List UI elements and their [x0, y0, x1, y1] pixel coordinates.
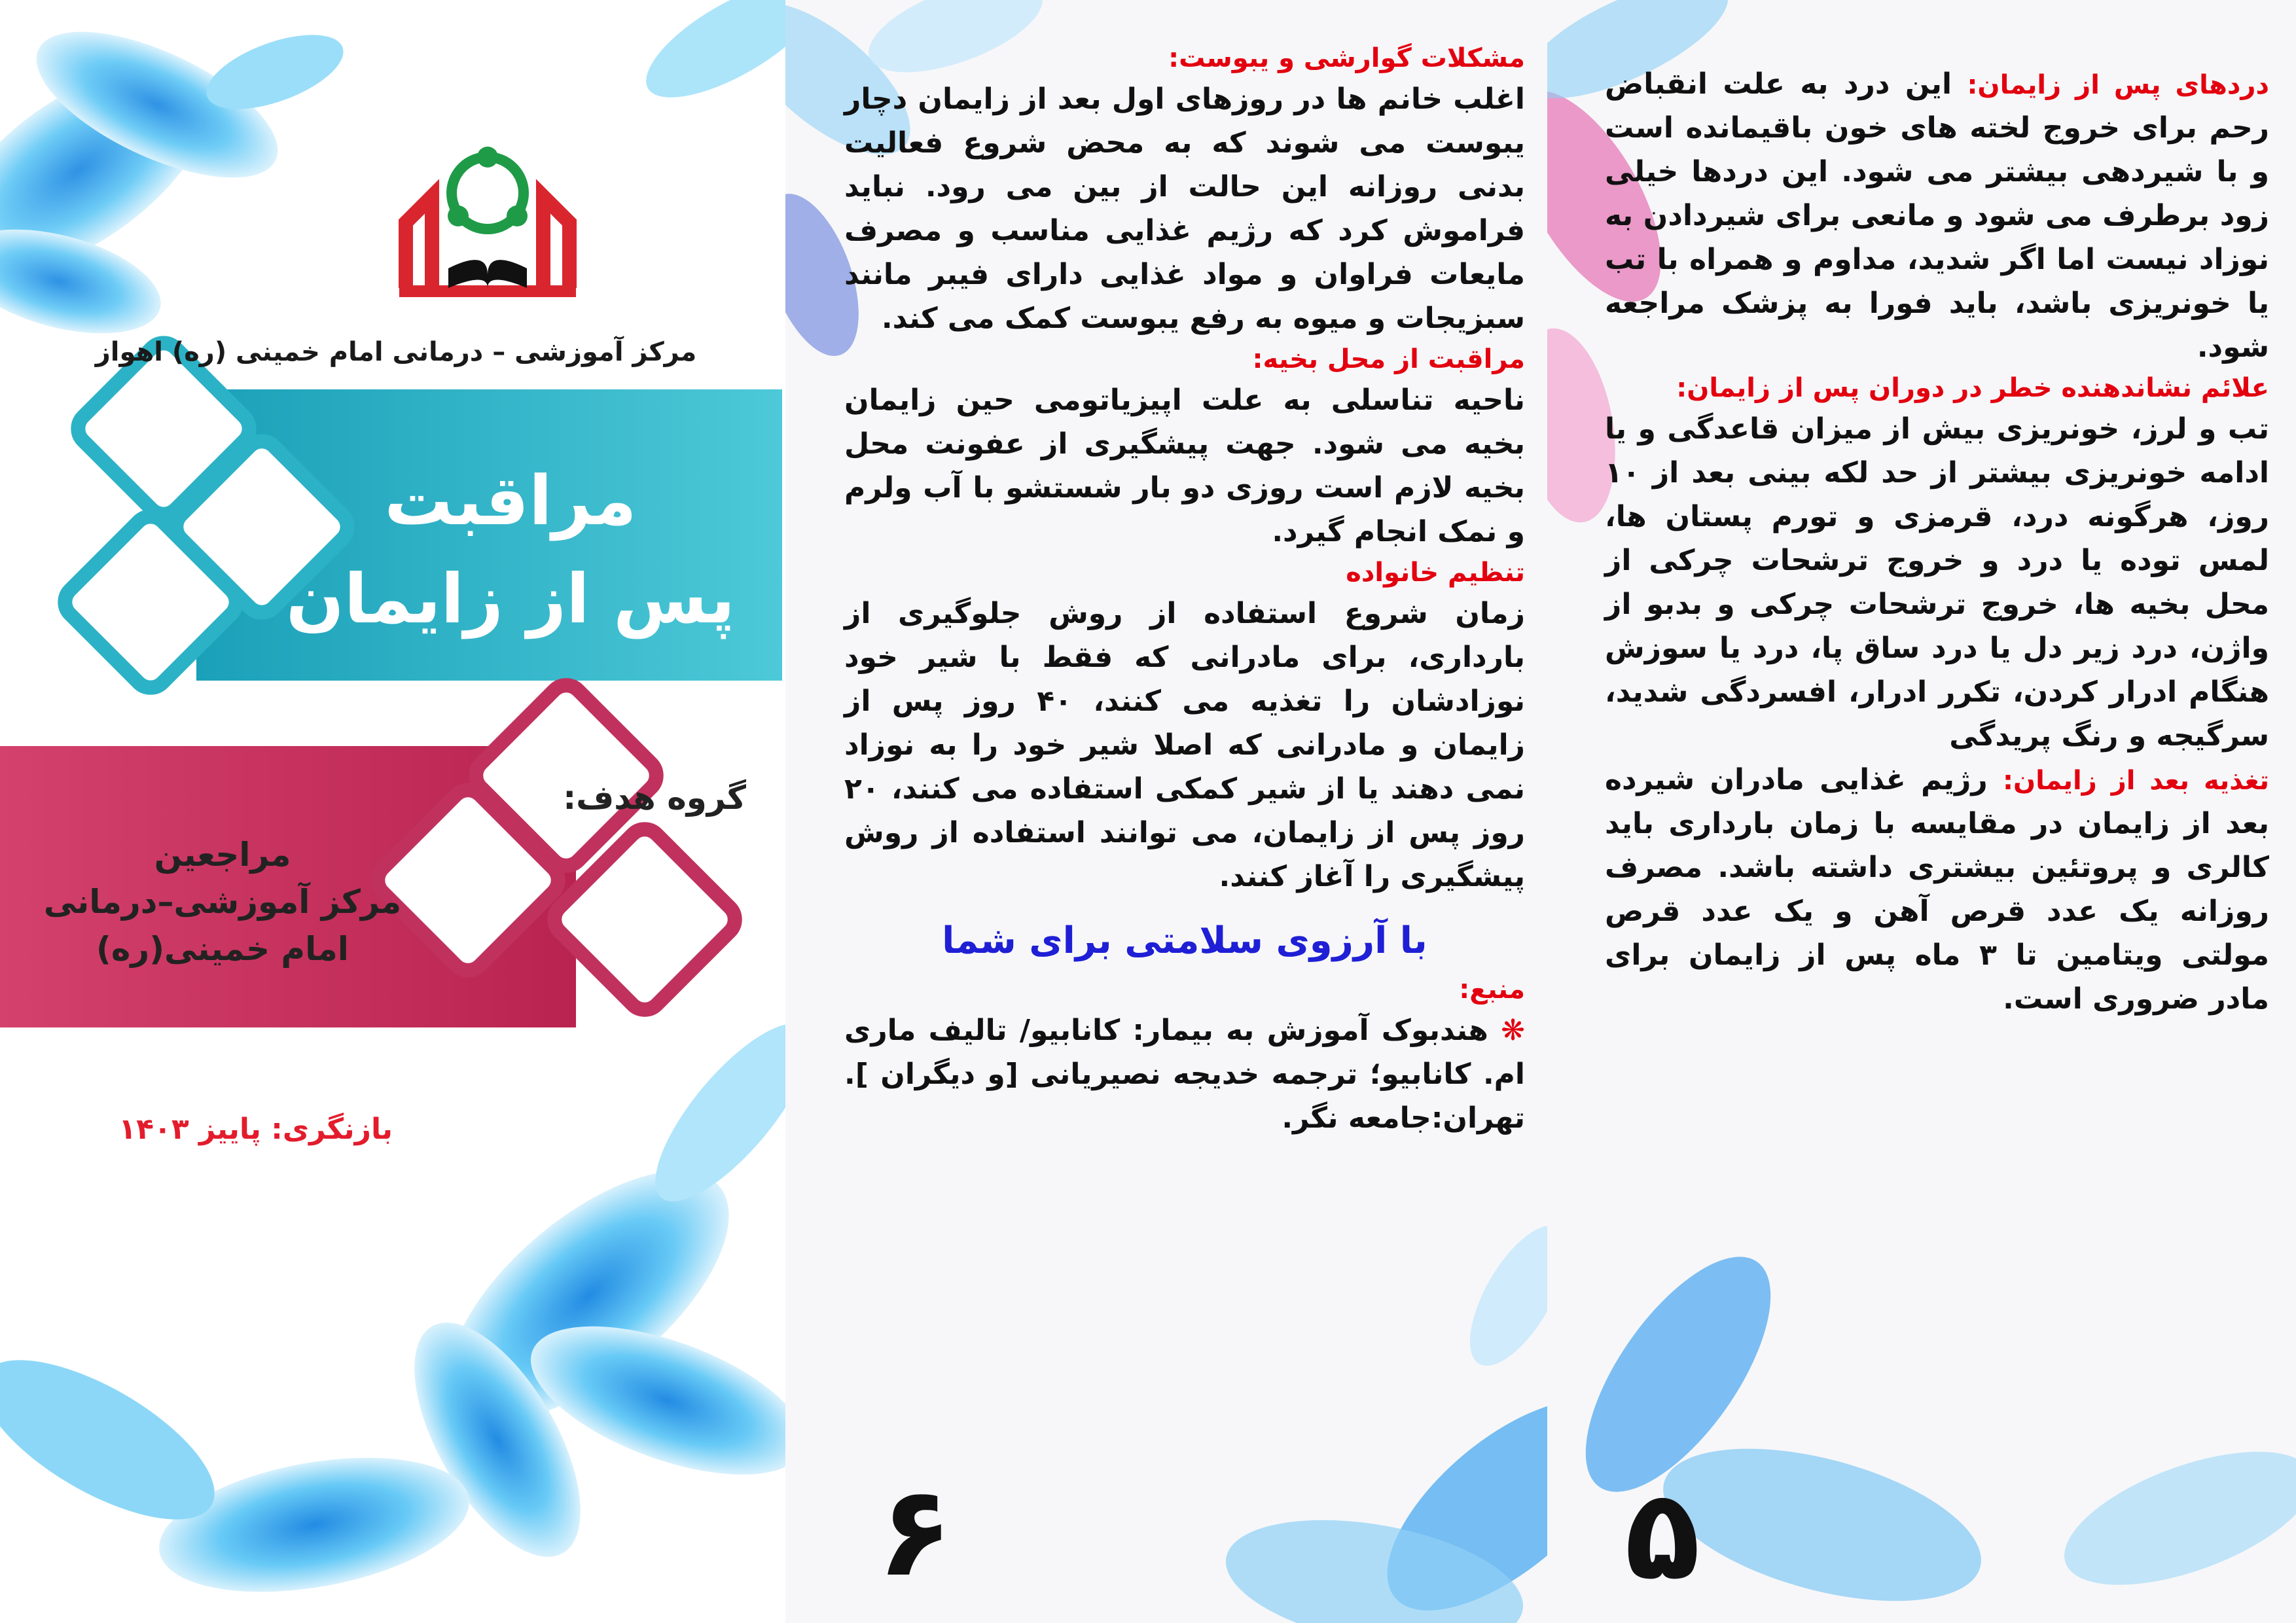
brochure-title-line2: پس از زایمان [285, 559, 736, 639]
page-5-content [1605, 62, 2269, 1021]
institution-name: مرکز آموزشی – درمانی امام خمینی (ره) اهواز [95, 337, 697, 367]
target-group-line: مرکز آموزشی–درمانی [43, 883, 402, 921]
page-number: ۵ [1624, 1463, 1700, 1607]
section-body-stitch-care: ناحیه تناسلی به علت اپیزیاتومی حین زایمان بخیه می شود. جهت پیشگیری از عفونت محل بخیه لازم است روزی دو بار شستشو با آب ولرم و نمک انجام گیرد. [844, 383, 1525, 548]
section-title-stitch-care: مراقبت از محل بخیه: [1252, 344, 1525, 374]
section-title-family-planning: تنظیم خانواده [1346, 558, 1525, 588]
wish-text: با آرزوی سلامتی برای شما [942, 919, 1427, 962]
flower-bottom-icon [0, 1002, 785, 1613]
star-icon: ❋ [1501, 1014, 1525, 1047]
section-body-constipation: اغلب خانم ها در روزهای اول بعد از زایمان دچار یبوست می شوند که به محض شروع فعالیت بدنی روزانه این حالت از بین می رود. نباید فراموش کرد که رژیم غذایی مناسب و مصرف مایعات فراوان و مواد غذایی دارای فیبر مانند سبزیجات و میوه به رفع یبوست کمک می کند. [844, 82, 1525, 335]
section-body-family-planning: زمان شروع استفاده از روش جلوگیری از بارداری، برای مادرانی که فقط با شیر خود نوزادشان را تغذیه می کنند، ۴۰ روز پس از زایمان و مادرانی که اصلا شیر خود را به نوزاد نمی دهند یا از شیر کمکی استفاده می کنند، ۲۰ روز پس از زایمان، می توانند استفاده از روش پیشگیری را آغاز کنند. [844, 597, 1525, 893]
page-5-panel [1547, 0, 2296, 1623]
flower-top-left-icon [0, 0, 785, 353]
brochure-title-line1: مراقبت [384, 461, 637, 541]
target-group-line: مراجعین [154, 836, 291, 874]
section-postpartum-pain [1605, 62, 2269, 369]
source-label: منبع: [1459, 974, 1525, 1005]
section-title-nutrition: تغذیه بعد از زایمان: [2003, 766, 2269, 796]
section-title-constipation: مشکلات گوارشی و یبوست: [1168, 43, 1525, 73]
source-reference [844, 1008, 1525, 1140]
section-title-danger-signs: علائم نشاندهنده خطر در دوران پس از زایمان: [1676, 373, 2269, 403]
target-group [13, 831, 432, 972]
book-logo-icon [399, 147, 576, 291]
cover-panel [0, 0, 785, 1623]
source-text: هندبوک آموزش به بیمار: کانابیو/ تالیف ماری ام. کانابیو؛ ترجمه خدیجه نصیریانی [و دیگران ]. تهران:جامعه نگر. [844, 1014, 1525, 1135]
section-title-postpartum-pain: دردهای پس از زایمان: [1967, 70, 2269, 100]
section-body-nutrition: رژیم غذایی مادران شیرده بعد از زایمان در مقایسه با زمان بارداری باید کالری و پروتئین بیشتری داشته باشد. مصرف روزانه یک عدد قرص آهن و یک عدد قرص مولتی ویتامین تا ۳ ماه پس از زایمان برای مادر ضروری است. [1605, 763, 2269, 1016]
section-nutrition [1605, 758, 2269, 1021]
section-body-postpartum-pain: این درد به علت انقباض رحم برای خروج لخته های خون باقیمانده است و با شیردهی بیشتر می شود. این دردها خیلی زود برطرف می شود و مانعی برای شیردادن به نوزاد نیست اما اگر شدید، مداوم و همراه با تب یا خونریزی باشد، باید فورا به پزشک مراجعه شود. [1605, 67, 2269, 364]
page-6-content [844, 39, 1525, 1140]
brochure-title [275, 452, 746, 648]
page-6-panel [785, 0, 1547, 1623]
target-group-label: گروه هدف: [563, 779, 746, 817]
page-number: ۶ [877, 1459, 953, 1604]
section-body-danger-signs: تب و لرز، خونریزی بیش از میزان قاعدگی و یا ادامه خونریزی بیشتر از حد لکه بینی بعد از ۱۰ روز، هرگونه درد، قرمزی و تورم پستان ها، لمس توده یا درد و خروج ترشحات چرکی از محل بخیه ها، خروج ترشحات چرکی و بدبو از واژن، درد زیر دل یا درد ساق پا، درد یا سوزش هنگام ادرار کردن، تکرر ادرار، افسردگی شدید، سرگیجه و رنگ پریدگی [1605, 412, 2269, 753]
revision-date: بازنگری: پاییز ۱۴۰۳ [118, 1113, 393, 1146]
target-group-line: امام خمینی(ره) [96, 930, 349, 968]
